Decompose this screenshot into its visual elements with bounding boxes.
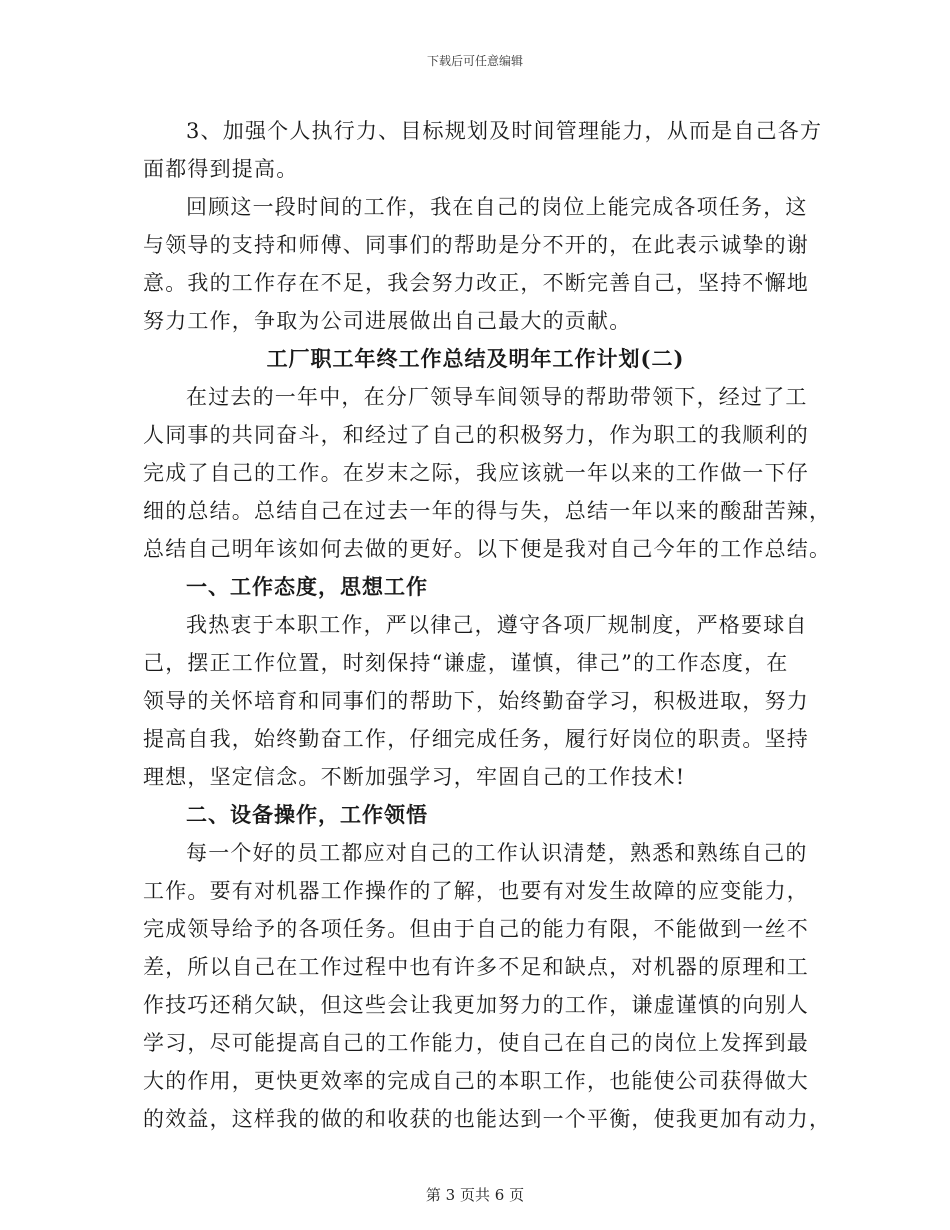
paragraph-review bbox=[143, 188, 808, 340]
text-line: 理想，坚定信念。不断加强学习，牢固自己的工作技术! bbox=[143, 765, 686, 789]
text-line: 总结自己明年该如何去做的更好。以下便是我对自己今年的工作总结。 bbox=[143, 537, 832, 561]
text-line: 完成领导给予的各项任务。但由于自己的能力有限，不能做到一丝不 bbox=[143, 917, 809, 941]
text-line: 己，摆正工作位置，时刻保持“谦虚，谨慎，律己”的工作态度，在 bbox=[143, 651, 789, 675]
paragraph-intro bbox=[143, 378, 832, 568]
text-line: 3、加强个人执行力、目标规划及时间管理能力，从而是自己各方 bbox=[186, 119, 823, 143]
text-line: 大的作用，更快更效率的完成自己的本职工作，也能使公司获得做大 bbox=[143, 1069, 809, 1093]
text-line: 回顾这一段时间的工作，我在自己的岗位上能完成各项任务，这 bbox=[186, 195, 808, 219]
text-line: 作技巧还稍欠缺，但这些会让我更加努力的工作，谦虚谨慎的向别人 bbox=[143, 993, 809, 1017]
text-line: 工作。要有对机器工作操作的了解，也要有对发生故障的应变能力， bbox=[143, 879, 809, 903]
page-header: 下载后可任意编辑 bbox=[426, 54, 523, 68]
section-heading-equipment: 二、设备操作，工作领悟 bbox=[186, 802, 428, 827]
section-heading-attitude: 一、工作态度，思想工作 bbox=[186, 574, 428, 599]
paragraph-item-3 bbox=[143, 112, 823, 188]
page-footer: 第 3 页共 6 页 bbox=[425, 1186, 525, 1204]
text-line: 人同事的共同奋斗，和经过了自己的积极努力，作为职工的我顺利的 bbox=[143, 423, 809, 447]
text-line: 面都得到提高。 bbox=[143, 157, 299, 181]
text-line: 提高自我，始终勤奋工作，仔细完成任务，履行好岗位的职责。坚持 bbox=[143, 727, 809, 751]
text-line: 与领导的支持和师傅、同事们的帮助是分不开的，在此表示诚挚的谢 bbox=[143, 233, 809, 257]
document-body bbox=[143, 112, 832, 1138]
document-title: 工厂职工年终工作总结及明年工作计划(二) bbox=[266, 346, 685, 371]
text-line: 学习，尽可能提高自己的工作能力，使自己在自己的岗位上发挥到最 bbox=[143, 1031, 809, 1055]
text-line: 努力工作，争取为公司进展做出自己最大的贡献。 bbox=[143, 309, 632, 333]
text-line: 我热衷于本职工作，严以律己，遵守各项厂规制度，严格要球自 bbox=[186, 613, 808, 637]
text-line: 领导的关怀培育和同事们的帮助下，始终勤奋学习，积极进取，努力 bbox=[143, 689, 809, 713]
text-line: 在过去的一年中，在分厂领导车间领导的帮助带领下，经过了工 bbox=[186, 385, 808, 409]
paragraph-attitude bbox=[143, 606, 808, 796]
text-line: 每一个好的员工都应对自己的工作认识清楚，熟悉和熟练自己的 bbox=[186, 841, 808, 865]
text-line: 意。我的工作存在不足，我会努力改正，不断完善自己，坚持不懈地 bbox=[143, 271, 809, 295]
text-line: 细的总结。总结自己在过去一年的得与失，总结一年以来的酸甜苦辣， bbox=[143, 499, 832, 523]
text-line: 差，所以自己在工作过程中也有许多不足和缺点，对机器的原理和工 bbox=[143, 955, 809, 979]
paragraph-equipment bbox=[143, 834, 832, 1138]
text-line: 完成了自己的工作。在岁末之际，我应该就一年以来的工作做一下仔 bbox=[143, 461, 809, 485]
text-line: 的效益，这样我的做的和收获的也能达到一个平衡，使我更加有动力， bbox=[143, 1107, 832, 1131]
